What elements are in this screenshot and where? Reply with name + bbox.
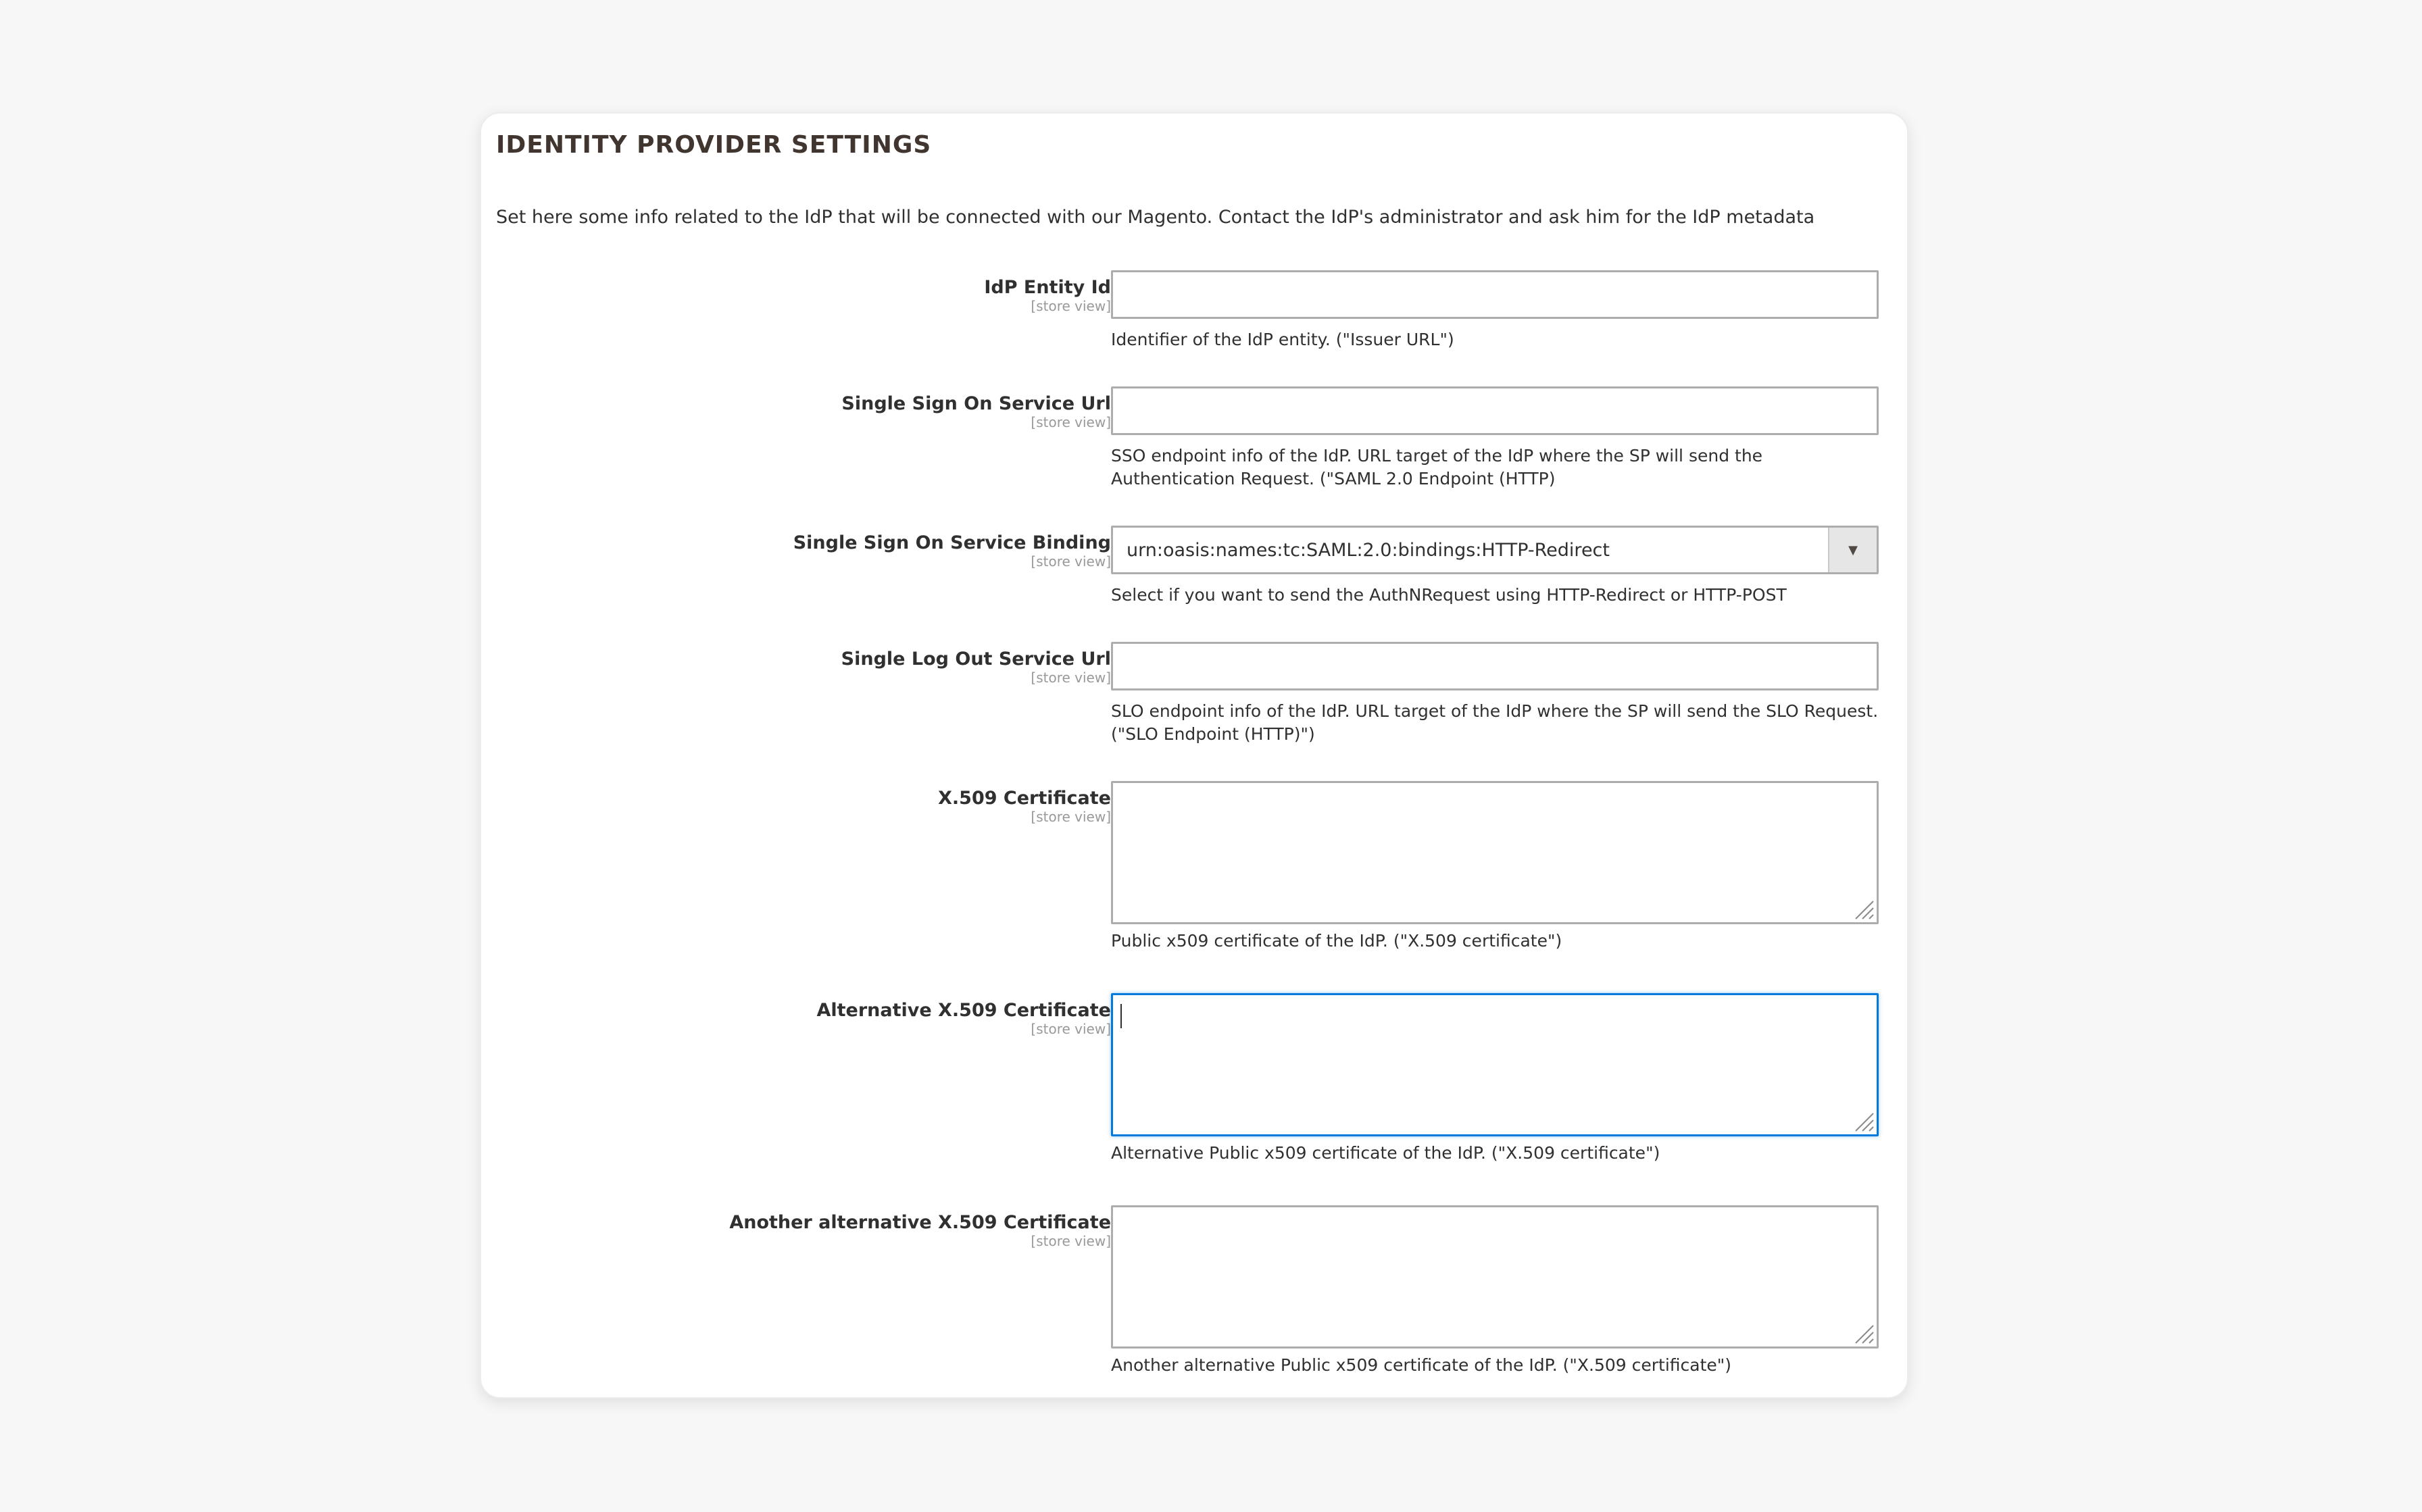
entity-id-label: IdP Entity Id xyxy=(984,277,1111,298)
identity-provider-settings-panel xyxy=(480,112,1908,1398)
sso-binding-select[interactable] xyxy=(1111,526,1879,574)
sso-url-label: Single Sign On Service Url xyxy=(841,393,1111,414)
x509-cert-label: X.509 Certificate xyxy=(938,788,1111,809)
slo-url-label: Single Log Out Service Url xyxy=(841,649,1111,670)
section-intro: Set here some info related to the IdP that will be connected with our Magento. Contact the IdP's administrator and ask him for the IdP metadata xyxy=(496,207,1815,228)
sso-url-note: SSO endpoint info of the IdP. URL target of the IdP where the SP will send the Authentication Request. ("SAML 2.0 Endpoint (HTTP) xyxy=(1111,446,1763,488)
slo-url-note: SLO endpoint info of the IdP. URL target of the IdP where the SP will send the SLO Request. ("SLO Endpoint (HTTP)") xyxy=(1111,701,1879,744)
alt-x509-cert-textarea[interactable] xyxy=(1111,993,1879,1136)
entity-id-note: Identifier of the IdP entity. ("Issuer URL") xyxy=(1111,330,1454,349)
x509-cert-note: Public x509 certificate of the IdP. ("X.509 certificate") xyxy=(1111,931,1562,951)
alt-x509-cert-note: Alternative Public x509 certificate of the IdP. ("X.509 certificate") xyxy=(1111,1143,1660,1163)
sso-url-input[interactable] xyxy=(1111,386,1879,435)
scope-label: [store view] xyxy=(1031,553,1111,570)
another-alt-x509-cert-label: Another alternative X.509 Certificate xyxy=(729,1212,1111,1233)
another-alt-x509-cert-textarea[interactable] xyxy=(1111,1205,1879,1349)
caret-down-icon[interactable]: ▼ xyxy=(1828,528,1877,572)
slo-url-input[interactable] xyxy=(1111,642,1879,690)
scope-label: [store view] xyxy=(1031,298,1111,314)
scope-label: [store view] xyxy=(1031,1021,1111,1037)
another-alt-x509-cert-note: Another alternative Public x509 certificate of the IdP. ("X.509 certificate") xyxy=(1111,1355,1732,1375)
section-title: IDENTITY PROVIDER SETTINGS xyxy=(496,131,932,159)
scope-label: [store view] xyxy=(1031,809,1111,825)
scope-label: [store view] xyxy=(1031,1233,1111,1249)
alt-x509-cert-wrapper xyxy=(1111,993,1879,1136)
text-cursor xyxy=(1120,1004,1122,1028)
sso-binding-note: Select if you want to send the AuthNRequest using HTTP-Redirect or HTTP-POST xyxy=(1111,585,1787,605)
alt-x509-cert-label: Alternative X.509 Certificate xyxy=(816,1000,1111,1021)
sso-binding-selected-value: urn:oasis:names:tc:SAML:2.0:bindings:HTTP-Redirect xyxy=(1127,539,1610,561)
x509-cert-textarea[interactable] xyxy=(1111,781,1879,924)
entity-id-input[interactable] xyxy=(1111,270,1879,319)
sso-binding-label: Single Sign On Service Binding xyxy=(793,532,1111,553)
scope-label: [store view] xyxy=(1031,414,1111,430)
scope-label: [store view] xyxy=(1031,670,1111,686)
another-alt-x509-cert-wrapper xyxy=(1111,1205,1879,1349)
x509-cert-wrapper xyxy=(1111,781,1879,924)
